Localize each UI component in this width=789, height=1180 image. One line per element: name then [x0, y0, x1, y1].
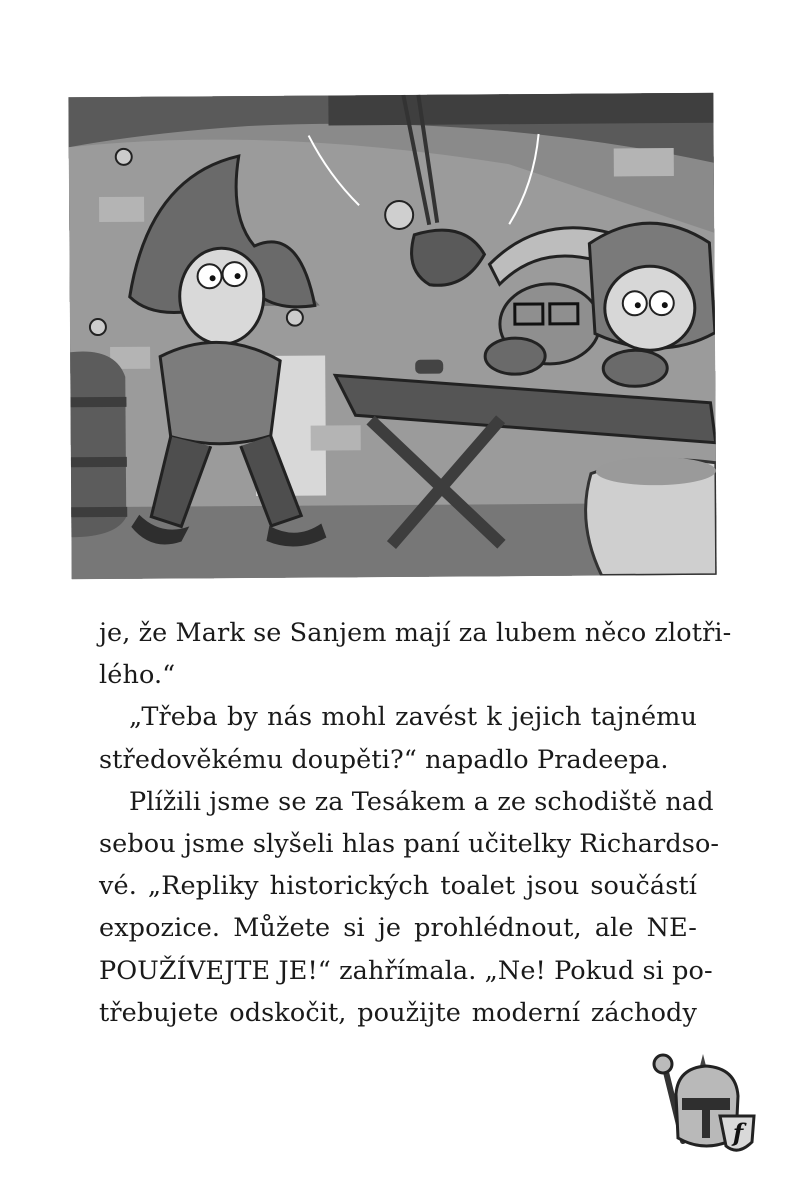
- text-line: POUŽÍVEJTE JE!“ zahřímala. „Ne! Pokud si po-: [99, 955, 713, 986]
- text-line: třebujete odskočit, použijte moderní záchody: [99, 997, 697, 1028]
- text-line: sebou jsme slyšeli hlas paní učitelky Richardso-: [99, 829, 720, 860]
- text-line: vé. „Repliky historických toalet jsou součástí: [99, 871, 697, 902]
- text-line: expozice. Můžete si je prohlédnout, ale NE-: [99, 913, 697, 944]
- text-line: „Třeba by nás mohl zavést k jejich tajnému: [129, 702, 697, 733]
- text-line: Plížili jsme se za Tesákem a ze schodiště nad: [129, 786, 714, 817]
- knight-helmet-icon: [648, 1046, 763, 1161]
- page-text: [99, 612, 732, 1034]
- text-line: lého.“: [99, 660, 176, 691]
- text-line: středověkému doupěti?“ napadlo Pradeepa.: [99, 744, 669, 775]
- barrel-icon: [70, 351, 127, 537]
- chapter-illustration: [68, 93, 716, 579]
- badge-letter: f: [732, 1118, 744, 1147]
- grain-sack: [585, 457, 716, 576]
- text-line: je, že Mark se Sanjem mají za lubem něco zlotři-: [99, 618, 732, 648]
